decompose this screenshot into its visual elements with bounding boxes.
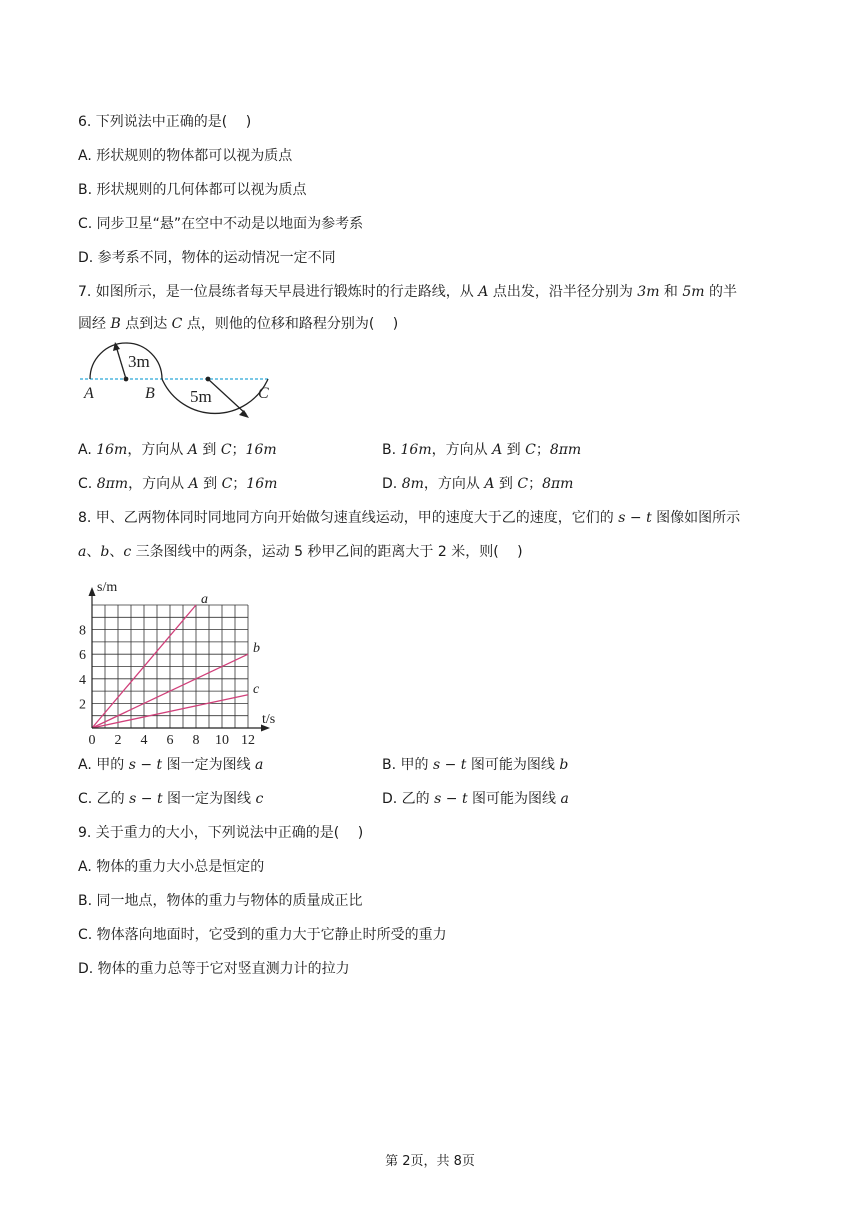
x-tick-label: 0 bbox=[88, 733, 96, 748]
q6-option-a: A. 形状规则的物体都可以视为质点 bbox=[78, 148, 293, 164]
label-3m: 3m bbox=[128, 352, 150, 371]
q7-option-d: D. 8m，方向从 A 到 C；8πm bbox=[382, 476, 574, 492]
x-tick-label: 6 bbox=[166, 733, 174, 748]
q7-path-diagram bbox=[78, 336, 278, 428]
y-tick-label: 6 bbox=[79, 648, 86, 664]
arrowhead-large bbox=[239, 410, 249, 418]
y-tick-label: 8 bbox=[79, 623, 86, 639]
q9-option-c: C. 物体落向地面时，它受到的重力大于它静止时所受的重力 bbox=[78, 927, 447, 943]
label-A: A bbox=[84, 385, 94, 402]
radius-large-arrow bbox=[208, 379, 246, 414]
q7-option-c: C. 8πm，方向从 A 到 C；16m bbox=[78, 476, 278, 492]
x-tick-label: 4 bbox=[140, 733, 148, 748]
x-tick-label: 10 bbox=[215, 733, 229, 748]
small-semicircle bbox=[90, 343, 162, 379]
y-axis-label: s/m bbox=[97, 580, 118, 595]
page-footer: 第 2页，共 8页 bbox=[385, 1154, 475, 1169]
series-label-c: c bbox=[253, 681, 260, 697]
q8-option-b: B. 甲的 s − t 图可能为图线 b bbox=[382, 757, 569, 773]
q6-option-b: B. 形状规则的几何体都可以视为质点 bbox=[78, 182, 307, 198]
q6-stem: 6. 下列说法中正确的是( ) bbox=[78, 114, 252, 130]
x-tick-label: 2 bbox=[114, 733, 122, 748]
y-tick-label: 4 bbox=[79, 672, 86, 688]
x-tick-label: 8 bbox=[192, 733, 200, 748]
q7-option-b: B. 16m，方向从 A 到 C；8πm bbox=[382, 442, 582, 458]
series-label-a: a bbox=[201, 592, 208, 607]
x-axis-label: t/s bbox=[262, 712, 276, 727]
q6-option-d: D. 参考系不同，物体的运动情况一定不同 bbox=[78, 250, 336, 266]
label-5m: 5m bbox=[190, 387, 212, 406]
chart-grid bbox=[92, 605, 248, 728]
q9-option-d: D. 物体的重力总等于它对竖直测力计的拉力 bbox=[78, 961, 350, 977]
y-axis-arrow-icon bbox=[89, 587, 96, 596]
q7-stem-line1: 7. 如图所示，是一位晨练者每天早晨进行锻炼时的行走路线，从 A 点出发，沿半径分别为 3m 和 5m 的半 bbox=[78, 284, 738, 300]
q9-stem: 9. 关于重力的大小，下列说法中正确的是( ) bbox=[78, 825, 364, 841]
q9-option-a: A. 物体的重力大小总是恒定的 bbox=[78, 859, 265, 875]
q8-stem-line1: 8. 甲、乙两物体同时同地同方向开始做匀速直线运动，甲的速度大于乙的速度，它们的 s − t 图像如图所示 bbox=[78, 510, 741, 526]
q7-stem-line2: 圆经 B 点到达 C 点，则他的位移和路程分别为( ) bbox=[78, 316, 399, 332]
label-C: C bbox=[258, 385, 269, 402]
q7-option-a: A. 16m，方向从 A 到 C；16m bbox=[78, 442, 277, 458]
series-label-b: b bbox=[253, 641, 260, 657]
radius-small-arrow bbox=[116, 346, 126, 379]
q8-option-c: C. 乙的 s − t 图一定为图线 c bbox=[78, 791, 264, 807]
label-B: B bbox=[145, 385, 155, 402]
st-chart bbox=[76, 562, 286, 750]
q8-option-a: A. 甲的 s − t 图一定为图线 a bbox=[78, 757, 264, 773]
q9-option-b: B. 同一地点，物体的重力与物体的质量成正比 bbox=[78, 893, 363, 909]
q6-option-c: C. 同步卫星“悬”在空中不动是以地面为参考系 bbox=[78, 216, 364, 232]
y-tick-label: 2 bbox=[79, 697, 86, 713]
x-tick-label: 12 bbox=[241, 733, 255, 748]
large-semicircle bbox=[162, 379, 268, 413]
q8-stem-line2: a、b、c 三条图线中的两条，运动 5 秒甲乙间的距离大于 2 米，则( ) bbox=[78, 544, 523, 560]
q8-option-d: D. 乙的 s − t 图可能为图线 a bbox=[382, 791, 569, 807]
